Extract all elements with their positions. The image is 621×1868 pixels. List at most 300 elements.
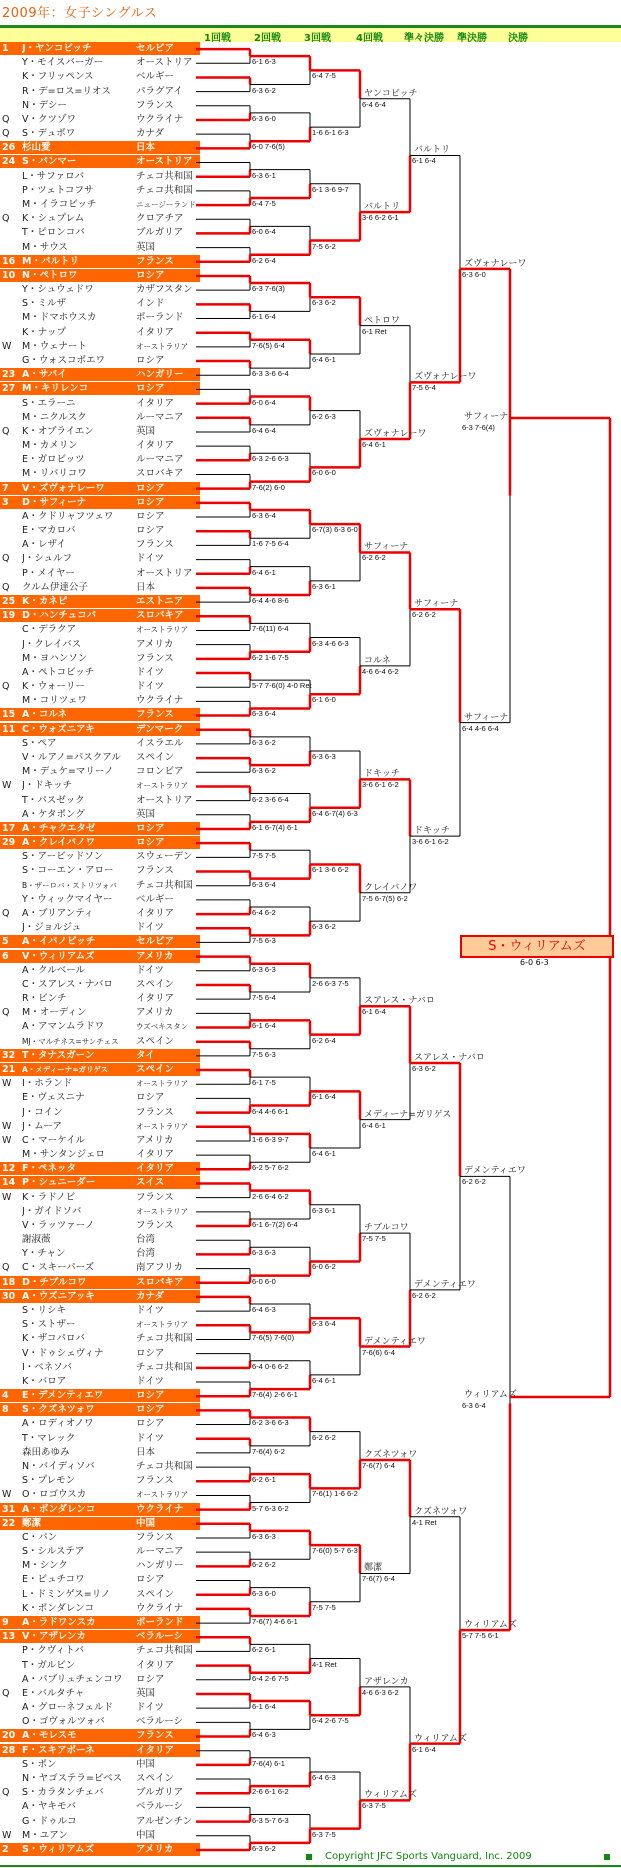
seed: 17 [2,822,16,834]
player-name: K・ボンダレンコ [22,1602,95,1614]
seed: W [2,1489,12,1501]
semifinal-score: 6-3 6-4 [462,1401,486,1410]
seed: W [2,340,12,352]
player-name: D・チブルコワ [22,1276,87,1288]
player-country: オーストリア [136,57,193,69]
match-score: 6-4 6-1 [312,1375,336,1385]
player-country: ロシア [136,510,165,522]
player-name: A・チャクエタゼ [22,822,96,834]
match-winner-name: バルトリ [414,145,451,156]
seed: 21 [2,1063,16,1075]
match-score: 6-4 4-6 8-6 [252,596,289,606]
player-country: ロシア [136,269,165,281]
match-winner-name: スアレス・ナバロ [414,1052,485,1063]
match-score: 6-4 6-3 [252,1730,276,1740]
match-score: 6-4 4-6 6-1 [252,1106,289,1116]
match-score: 6-2 6-4 [252,255,276,265]
footer-bullet-icon [306,1854,312,1860]
player-name: M・デュケ=マリーノ [22,766,114,778]
player-name: V・ズヴォナレーワ [22,482,105,494]
match-score: 6-4 6-3 [312,1772,336,1782]
match-score: 6-3 2-6 6-3 [252,454,289,464]
match-score: 6-1 6-4 [362,1007,386,1017]
player-name: F・ペネッタ [22,1163,76,1175]
player-country: 南アフリカ [136,1262,184,1274]
player-name: S・アービッドソン [22,851,104,863]
player-name: E・デメンティエワ [22,1390,104,1402]
match-score: 7-6(5) 6-4 [252,340,285,350]
seed: 26 [2,142,16,154]
match-score: 6-2 6-4 [312,1035,336,1045]
player-country: スペイン [136,1063,175,1075]
seed: 4 [2,1390,9,1402]
seed: Q [2,553,10,565]
player-country: ロシア [136,837,165,849]
player-name: K・ラドノビ [22,1191,76,1203]
player-country: ポーランド [136,1616,184,1628]
seed: 11 [2,723,16,735]
match-score: 7-5 6-2 [312,241,336,251]
player-name: Y・シュウェドワ [22,284,94,296]
player-country: ドイツ [136,1375,165,1387]
match-winner-name: ペトロワ [364,315,401,326]
match-score: 6-1 6-4 [312,1092,336,1102]
player-country: ベルギー [136,893,175,905]
seed: Q [2,1262,10,1274]
match-score: 2-6 6-3 7-5 [312,978,349,988]
player-country: 中国 [136,1758,156,1770]
player-country: イタリア [136,1659,175,1671]
match-score: 6-3 6-1 [252,170,276,180]
seed: 19 [2,610,16,622]
player-country: スロバキア [136,1276,184,1288]
match-score: 6-1 6-4 [252,1021,276,1031]
player-name: K・オブライエン [22,425,94,437]
player-country: ロシア [136,1390,165,1402]
seed: 20 [2,1730,16,1742]
round-label-qf: 準々決勝 [404,33,444,44]
match-score: 7-6(6) 6-4 [362,1347,395,1357]
player-country: ウクライナ [136,113,184,125]
player-country: ロシア [136,354,165,366]
player-name: A・ボンダレンコ [22,1503,96,1515]
match-score: 6-0 6-0 [252,1276,276,1286]
seed: 18 [2,1276,16,1288]
player-name: I・ベネソバ [22,1361,72,1373]
player-country: スペイン [136,978,175,990]
round-label-r3: 3回戦 [304,33,331,44]
player-name: A・ブリアンティ [22,907,94,919]
player-country: ウクライナ [136,1602,184,1614]
player-name: S・コーエン・アロー [22,865,114,877]
match-score: 7-6(7) 4-6 6-1 [252,1616,298,1626]
player-name: A・イバノビッチ [22,936,96,948]
seed: 9 [2,1616,9,1628]
player-name: D・ハンチュコバ [22,610,97,622]
match-winner-name: コルネ [364,655,391,666]
player-country: オーストラリア [136,341,189,351]
seed: 15 [2,709,16,721]
match-score: 6-2 6-2 [252,1560,276,1570]
player-name: M・オーディン [22,1007,87,1019]
player-name: L・ドミンゲス=リノ [22,1588,111,1600]
player-country: 日本 [136,142,156,154]
player-name: I・ホランド [22,1078,73,1090]
player-country: ポーランド [136,312,184,324]
match-winner-name: ドキッチ [414,826,450,837]
match-winner-name: クズネツォワ [414,1506,468,1517]
player-country: イタリア [136,397,175,409]
player-name: A・ウズニアッキ [22,1290,95,1302]
player-country: 日本 [136,1446,156,1458]
match-score: 6-1 3-6 9-7 [312,184,349,194]
seed: 6 [2,950,9,962]
player-country: カナダ [136,1290,165,1302]
player-country: ハンガリー [136,1560,184,1572]
match-score: 6-3 7-6(3) [252,284,285,294]
match-score: 6-4 7-5 [312,71,336,81]
seed: 29 [2,837,16,849]
round-label-sf: 準決勝 [457,33,487,44]
match-score: 6-1 6-7(4) 6-1 [252,822,298,832]
seed: 14 [2,1177,16,1189]
player-name: D・サフィーナ [22,496,87,508]
player-name: K・フリッペンス [22,71,94,83]
match-score: 7-6(7) 6-4 [362,1461,395,1470]
player-name: K・ウォーリー [22,681,85,693]
match-score: 1-6 7-5 6-4 [252,539,289,549]
player-name: Y・ウィックマイヤー [22,893,113,905]
match-score: 6-2 6-1 [252,1645,276,1655]
player-name: K・バロア [22,1375,67,1387]
match-score: 6-4 4-6 6-4 [462,723,499,733]
player-name: J・シュルフ [22,553,73,565]
player-country: イタリア [136,1163,175,1175]
match-score: 6-1 6-4 [412,1744,436,1754]
player-name: C・パン [22,1531,58,1543]
player-name: A・レザイ [22,539,66,551]
seed: 3 [2,496,9,508]
player-name: G・ドゥルコ [22,1815,77,1827]
match-winner-name: チブルコワ [364,1223,409,1234]
seed: 23 [2,369,16,381]
player-country: ロシア [136,496,165,508]
match-score: 7-6(0) 5-7 6-3 [312,1546,358,1556]
match-winner-name: クズネツォワ [364,1450,418,1460]
match-winner-name: デメンティエワ [464,1166,526,1177]
player-name: N・ヤゴステラ=ビベス [22,1772,123,1784]
match-score: 6-1 6-0 [312,695,336,705]
player-name: S・バンマー [22,156,77,168]
seed: 22 [2,1517,16,1529]
player-name: C・デラクア [22,624,77,636]
match-score: 7-6(2) 6-0 [252,482,285,492]
match-winner-name: ズヴォナレーワ [464,258,527,269]
seed: Q [2,1787,10,1799]
player-name: T・マレック [22,1432,76,1444]
player-name: V・クツゾワ [22,113,76,125]
match-score: 7-6(4) 6-1 [252,1758,285,1768]
semifinal-winner-name: ウィリアムズ [464,1390,517,1400]
player-name: 謝淑薇 [22,1234,51,1246]
player-name: P・メイヤー [22,567,76,579]
match-score: 6-0 6-4 [252,227,276,237]
player-name: V・ウィリアムズ [22,950,95,962]
player-country: アメリカ [136,638,174,650]
match-score: 6-3 7-5 [312,1829,336,1839]
player-country: スロバキア [136,610,184,622]
match-score: 6-2 6-2 [362,553,386,563]
player-country: ロシア [136,822,165,834]
match-score: 6-4 6-2 [252,907,276,917]
seed: 10 [2,269,16,281]
match-score: 3-6 6-1 6-2 [362,780,399,790]
match-score: 6-2 3-6 6-3 [252,1418,289,1428]
player-name: V・ラッツァーノ [22,1219,95,1231]
player-name: M・ドマホウスカ [22,312,97,324]
match-score: 4-6 6-3 6-2 [362,1687,399,1697]
player-name: J・ムーア [22,1120,62,1132]
player-name: M・シンク [22,1560,68,1572]
semifinal-score: 6-3 7-6(4) [462,423,495,432]
match-winner-name: ウィリアムズ [414,1733,467,1744]
player-country: アルゼンチン [136,1815,193,1827]
player-name: E・マカロバ [22,525,76,537]
match-winner-name: ズヴォナレーワ [414,372,477,383]
match-score: 6-3 6-4 [252,510,276,520]
player-name: C・ウォズニアキ [22,723,95,735]
match-score: 7-6(1) 1-6 6-2 [312,1489,358,1499]
seed: Q [2,1687,10,1699]
match-winner-name: サフィーナ [414,599,459,610]
match-score: 7-5 6-4 [252,993,276,1003]
player-country: チェコ共和国 [136,184,193,196]
match-score: 6-2 6-1 [252,1475,276,1485]
player-country: カザフスタン [136,284,193,296]
match-score: 6-3 6-1 [312,581,336,591]
player-name: J・ドキッチ [22,780,73,792]
player-country: 英国 [136,1687,156,1699]
player-name: P・クヴィトバ [22,1645,84,1657]
player-country: イタリア [136,993,175,1005]
player-country: フランス [136,1531,174,1543]
match-score: 7-6(5) 7-6(0) [252,1333,295,1343]
player-name: T・パスゼック [22,794,85,806]
player-name: K・ナップ [22,326,67,338]
match-winner-name: メディーナ=ガリゲス [364,1109,452,1120]
player-name: S・ウィリアムズ [22,1843,95,1855]
player-name: R・デ=ロス=リオス [22,85,111,97]
match-score: 6-4 6-1 [362,440,386,450]
seed: 28 [2,1744,16,1756]
player-country: スイス [136,1177,165,1189]
player-name: V・ドゥシェヴィナ [22,1347,104,1359]
player-name: M・ニクルスク [22,411,87,423]
match-score: 6-0 6-0 [312,468,336,478]
player-country: ウクライナ [136,1503,184,1515]
seed: W [2,1078,12,1090]
player-country: ドイツ [136,922,165,934]
match-winner-name: ズヴォナレーワ [364,429,427,440]
player-country: フランス [136,1191,174,1203]
match-score: 6-3 6-0 [462,269,486,279]
seed: 12 [2,1163,16,1175]
match-winner-name: ウィリアムズ [464,1620,517,1631]
round-label-r4: 4回戦 [356,33,383,44]
player-country: ロシア [136,383,165,395]
player-country: ウズベキスタン [136,1022,189,1032]
player-name: N・バイディソバ [22,1461,95,1472]
match-score: 6-3 6-4 [252,879,276,889]
player-name: S・カラタンチェバ [22,1787,104,1799]
player-country: 日本 [136,581,156,593]
match-score: 6-2 3-6 6-4 [252,794,289,804]
match-score: 6-3 6-2 [312,922,336,932]
player-name: S・ミルザ [22,298,67,310]
player-name: M・イラコビッチ [22,198,97,210]
player-name: T・タナスガーン [22,1049,95,1061]
match-score: 6-3 6-2 [252,85,276,95]
round-label-final: 決勝 [508,33,528,44]
player-name: K・ザコパロバ [22,1333,85,1345]
seed: Q [2,1007,10,1019]
match-score: 6-1 7-5 [252,1078,276,1088]
match-score: 2-6 6-4 6-2 [252,1191,289,1201]
match-score: 6-7(3) 6-3 6-0 [312,525,358,535]
match-score: 6-1 Ret [362,326,387,336]
player-name: P・ツェトコフサ [22,184,94,196]
match-winner-name: バルトリ [364,202,401,213]
player-country: ベルギー [136,71,175,83]
player-country: スペイン [136,1588,175,1600]
player-country: オーストリア [136,794,193,806]
seed: 2 [2,1843,9,1855]
player-country: ルーマニア [136,454,184,466]
match-score: 6-2 6-3 [312,411,336,421]
match-winner-name: ウィリアムズ [364,1790,417,1801]
match-score: 6-2 6-2 [412,610,436,620]
player-country: チェコ共和国 [136,170,193,182]
final-score: 6-0 6-3 [520,958,549,967]
player-name: M・ユアン [22,1829,68,1841]
seed: 24 [2,156,16,168]
match-score: 6-3 6-3 [252,964,276,974]
player-country: ルーマニア [136,411,184,423]
player-name: L・サファロバ [22,170,85,182]
player-country: ロシア [136,525,165,537]
seed: 25 [2,596,16,608]
player-country: 英国 [136,425,156,437]
match-score: 6-1 6-7(2) 6-4 [252,1219,298,1229]
player-country: ベラルーシ [136,1716,184,1728]
player-name: Y・モイスバーガー [22,57,104,69]
player-name: 森田あゆみ [22,1446,70,1458]
player-name: S・シルステア [22,1546,85,1558]
player-name: A・パブリュチェンコワ [22,1673,123,1685]
player-country: ドイツ [136,1432,165,1444]
player-name: Y・チャン [22,1248,66,1260]
player-country: タイ [136,1049,155,1061]
player-country: スウェーデン [136,851,193,863]
match-score: 6-3 6-4 [312,1319,336,1329]
player-name: N・ペトロワ [22,269,78,281]
player-country: デンマーク [136,723,184,735]
match-score: 7-5 6-7(5) 6-2 [362,893,408,903]
seed: 27 [2,383,16,395]
player-name: T・ガルビン [22,1659,76,1671]
player-name: A・ヤキモバ [22,1801,76,1813]
player-country: セルビア [136,936,175,948]
seed: 7 [2,482,9,494]
match-score: 6-4 6-3 [252,1305,276,1315]
player-country: オーストラリア [136,1079,189,1089]
player-country: フランス [136,539,174,551]
match-winner-name: ヤンコビッチ [364,88,418,99]
player-country: ベラルーシ [136,1801,184,1813]
match-score: 6-3 6-0 [252,113,276,123]
match-score: 6-4 7-5 [252,198,276,208]
player-country: ロシア [136,1673,165,1685]
match-score: 6-4 6-1 [252,567,276,577]
match-score: 7-5 7-5 [252,851,276,861]
player-name: S・ポン [22,1758,57,1770]
match-score: 6-3 6-1 [312,1205,336,1215]
player-country: スペイン [136,1035,175,1047]
player-country: フランス [136,99,174,111]
page-title: 2009年：女子シングルス [2,6,158,21]
match-score: 2-6 6-1 6-2 [252,1787,289,1797]
player-name: N・デシー [22,99,67,111]
seed: Q [2,128,10,140]
match-score: 7-6(4) 6-2 [252,1446,285,1456]
seed: 16 [2,255,16,267]
player-country: アメリカ [136,1134,174,1146]
player-country: ドイツ [136,666,165,678]
seed: Q [2,425,10,437]
player-country: ドイツ [136,1702,165,1714]
player-country: オーストリア [136,567,193,579]
match-score: 6-3 6-3 [252,1531,276,1541]
player-country: アメリカ [136,1843,174,1855]
player-country: フランス [136,1219,174,1231]
player-country: 英国 [136,808,156,820]
match-score: 6-2 6-2 [312,1432,336,1442]
player-name: S・ストザー [22,1319,76,1331]
seed: W [2,1829,12,1841]
match-score: 7-5 7-5 [312,1602,336,1612]
match-score: 6-4 6-1 [312,354,336,364]
player-name: A・グローネフェルド [22,1702,114,1714]
player-country: スペイン [136,752,175,763]
match-score: 6-3 6-2 [252,1843,276,1853]
player-name: C・スアレス・ナバロ [22,978,113,990]
player-name: R・ビンチ [22,993,67,1005]
player-name: A・ラドワンスカ [22,1616,96,1628]
semifinal-winner-name: サフィーナ [464,412,509,422]
player-country: フランス [136,709,174,721]
seed: 32 [2,1049,16,1061]
player-name: A・ロディオノワ [22,1418,94,1430]
player-country: ブルガリア [136,227,184,239]
player-country: ドイツ [136,964,165,976]
seed: 30 [2,1290,16,1302]
seed: 1 [2,43,9,54]
match-winner-name: アザレンカ [364,1676,409,1687]
player-country: フランス [136,1475,174,1487]
match-score: 6-4 0-6 6-2 [252,1361,289,1371]
match-score: 6-3 6-2 [312,298,336,308]
seed: W [2,1134,12,1146]
